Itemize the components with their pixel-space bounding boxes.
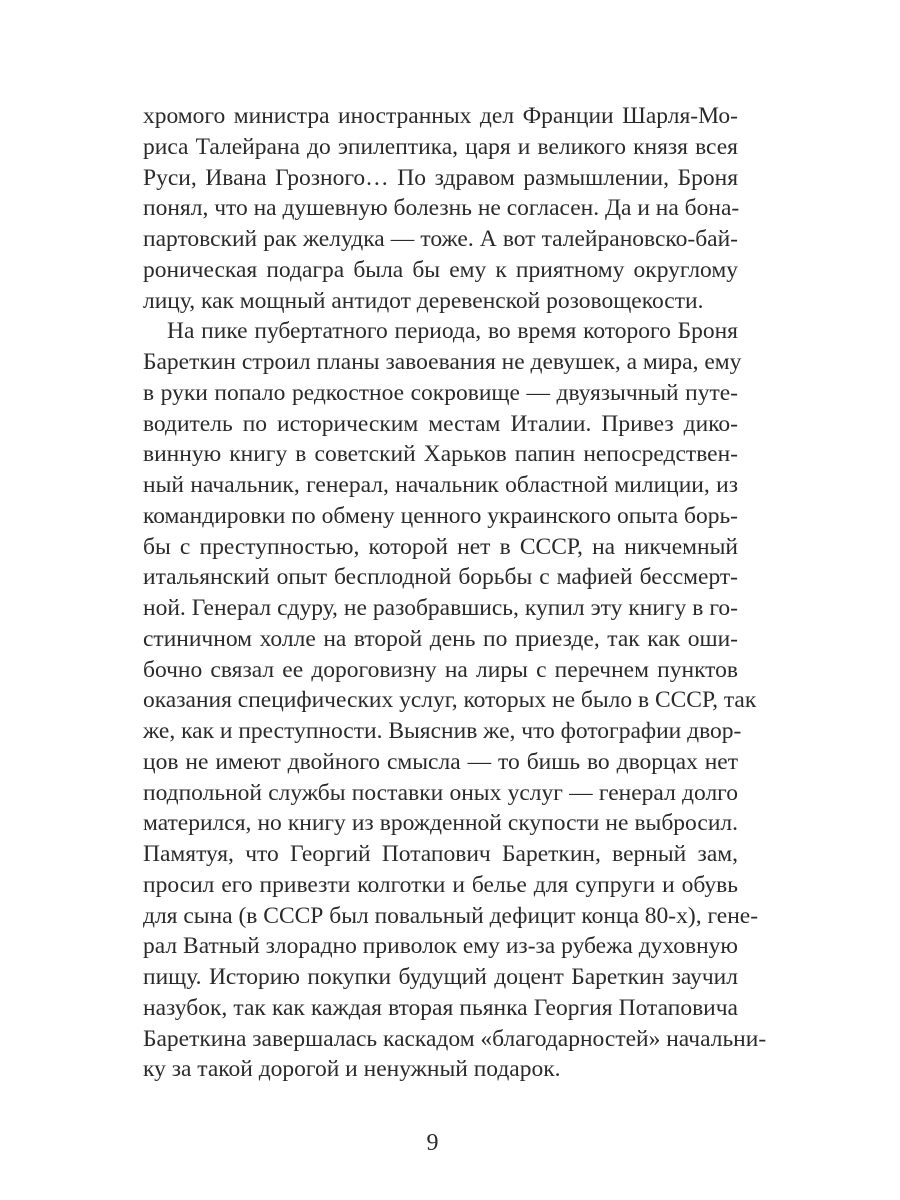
text-line: Бареткин строил планы завоевания не девушек, а мира, ему [143, 349, 742, 375]
text-line: ку за такой дорогой и ненужный подарок. [143, 1056, 561, 1083]
text-line: в руки попало редкостное сокровище — двуязычный путе- [143, 379, 738, 406]
text-line: рал Ватный злорадно приволок ему из-за рубежа духовную [143, 933, 738, 960]
text-line: цов не имеют двойного смысла — то бишь во дворцах нет [143, 748, 738, 775]
text-line: роническая подагра была бы ему к приятному округлому [143, 256, 738, 283]
text-line: бы с преступностью, которой нет в СССР, на никчемный [143, 533, 738, 560]
text-line: назубок, так как каждая вторая пьянка Георгия Потаповича [143, 994, 738, 1021]
text-line: Памятуя, что Георгий Потапович Бареткин, верный зам, [143, 841, 738, 867]
text-line: Бареткина завершалась каскадом «благодарностей» начальни- [143, 1025, 767, 1052]
text-line: для сына (в СССР был повальный дефицит конца 80-х), гене- [143, 902, 759, 929]
text-line: подпольной службы поставки оных услуг — генерал долго [143, 779, 738, 806]
text-line: понял, что на душевную болезнь не согласен. Да и на бона- [143, 195, 740, 222]
text-line: ный начальник, генерал, начальник областной милиции, из [143, 472, 738, 498]
text-line: винную книгу в советский Харьков папин непосредствен- [143, 441, 738, 468]
text-line: лицу, как мощный антидот деревенской розовощекости. [143, 287, 704, 314]
body-text [143, 101, 767, 1085]
text-line: пищу. Историю покупки будущий доцент Бареткин заучил [143, 964, 738, 990]
text-line: же, как и преступности. Выяснив же, что фотографии двор- [143, 718, 742, 744]
text-line: стиничном холле на второй день по приезде, так как оши- [143, 625, 738, 652]
text-line: командировки по обмену ценного украинского опыта борь- [143, 502, 738, 529]
text-line: Руси, Ивана Грозного… По здравом размышлении, Броня [143, 164, 738, 191]
text-line: хромого министра иностранных дел Франции Шарля-Мо- [143, 103, 738, 129]
text-line: ной. Генерал сдуру, не разобравшись, купил эту книгу в го- [143, 595, 738, 621]
text-line: партовский рак желудка — тоже. А вот талейрановско-бай- [143, 226, 738, 252]
text-line: оказания специфических услуг, которых не было в СССР, так [143, 687, 757, 714]
text-line: На пике пубертатного периода, во время которого Броня [167, 318, 738, 345]
page-number: 9 [426, 1130, 439, 1156]
text-line: риса Талейрана до эпилептика, царя и великого князя всея [143, 133, 738, 160]
text-line: просил его привезти колготки и белье для супруги и обувь [143, 871, 738, 898]
text-line: бочно связал ее дороговизну на лиры с перечнем пунктов [143, 656, 738, 683]
text-line: водитель по историческим местам Италии. Привез дико- [143, 410, 738, 437]
text-line: матерился, но книгу из врожденной скупости не выбросил. [143, 810, 738, 837]
text-line: итальянский опыт бесплодной борьбы с мафией бессмерт- [143, 564, 738, 591]
